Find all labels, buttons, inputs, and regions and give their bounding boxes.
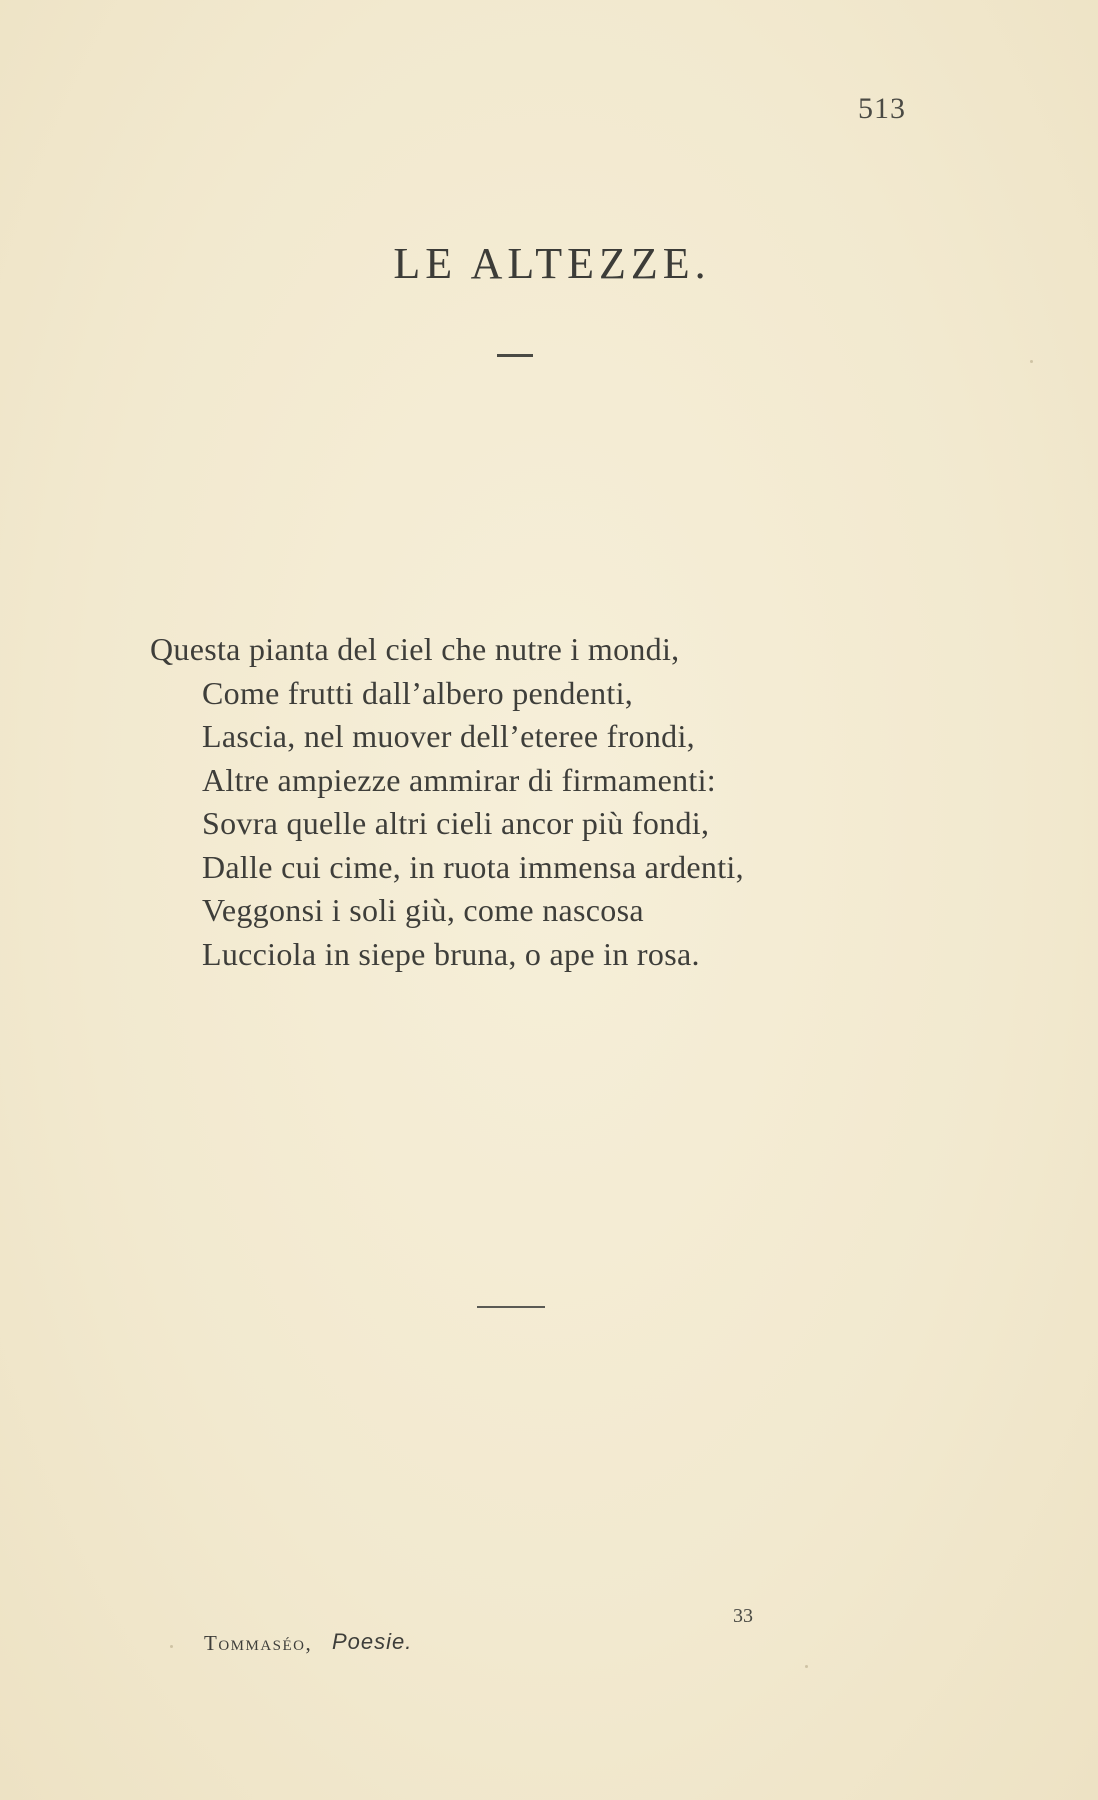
poem-title: LE ALTEZZE. bbox=[393, 239, 711, 288]
poem-line-8: Lucciola in siepe bruna, o ape in rosa. bbox=[202, 935, 700, 972]
page-number: 513 bbox=[858, 92, 906, 125]
poem-body bbox=[150, 628, 950, 976]
title-divider bbox=[497, 354, 533, 357]
paper-speck bbox=[170, 1645, 173, 1648]
poem-line-3: Lascia, nel muover dell’eteree frondi, bbox=[202, 718, 695, 754]
paper-speck bbox=[805, 1665, 808, 1668]
end-divider bbox=[477, 1306, 545, 1308]
poem-line-6: Dalle cui cime, in ruota immensa ardenti, bbox=[202, 848, 744, 885]
signature-mark: 33 bbox=[733, 1605, 753, 1627]
footer-author: Tommaséo, bbox=[204, 1631, 313, 1655]
poem-line-1: Questa pianta del ciel che nutre i mondi, bbox=[150, 631, 680, 667]
footer-work-title: Poesie. bbox=[332, 1629, 413, 1654]
poem-line-7: Veggonsi i soli giù, come nascosa bbox=[202, 892, 644, 928]
poem-line-5: Sovra quelle altri cieli ancor più fondi, bbox=[202, 805, 710, 841]
paper-speck bbox=[1030, 360, 1033, 363]
poem-line-2: Come frutti dall’albero pendenti, bbox=[202, 674, 634, 711]
poem-line-4: Altre ampiezze ammirar di firmamenti: bbox=[202, 761, 716, 798]
